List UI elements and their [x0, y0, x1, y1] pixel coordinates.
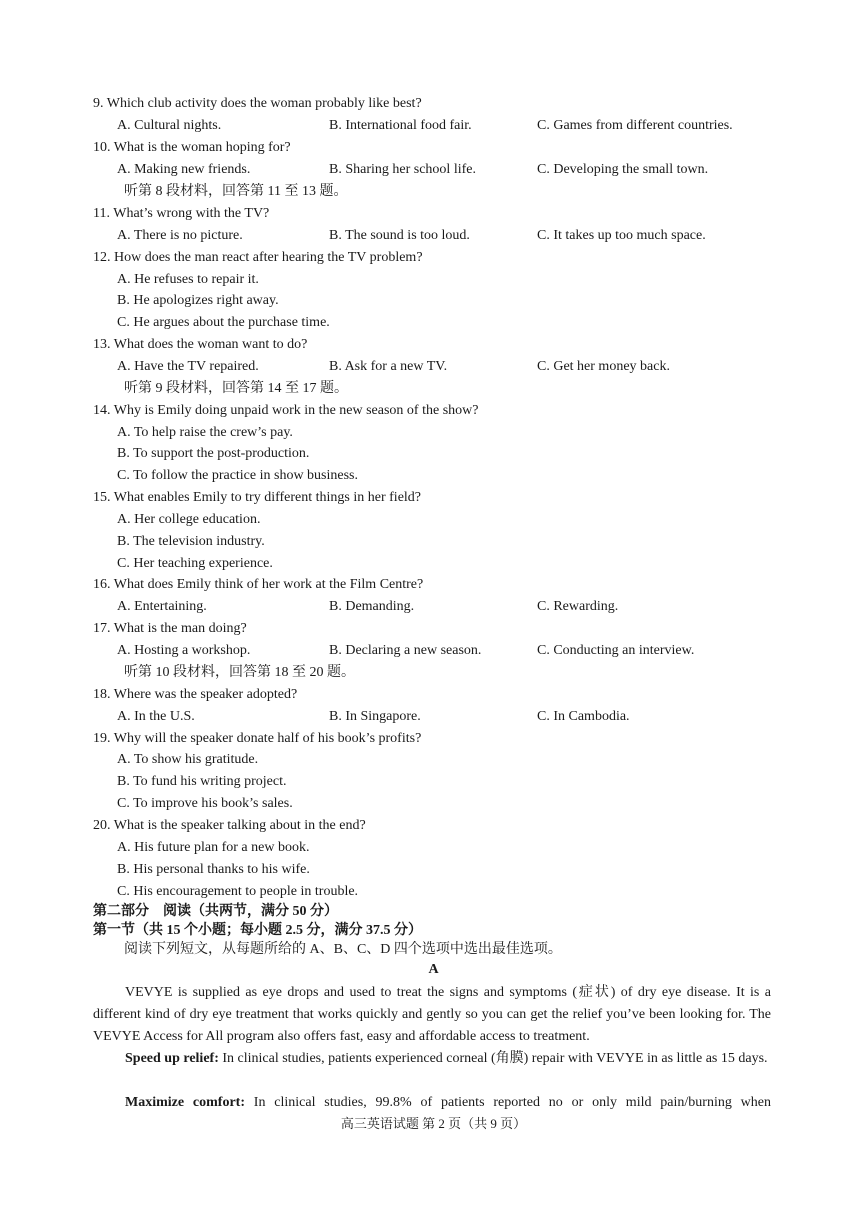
question-9-option-b: B. International food fair.: [329, 118, 472, 133]
question-12-stem: 12. How does the man react after hearing the TV problem?: [93, 250, 423, 265]
question-12-option-c: C. He argues about the purchase time.: [117, 315, 330, 330]
question-19-option-c: C. To improve his book’s sales.: [117, 796, 293, 811]
section-instruction-8: 听第 8 段材料，回答第 11 至 13 题。: [124, 184, 348, 199]
question-16-option-c: C. Rewarding.: [537, 599, 619, 614]
passage-paragraph-1: VEVYE is supplied as eye drops and used to treat the signs and symptoms (症状) of dry eye disease. It is a different kind of dry eye treatment that works quickly and gently so you can get the relief you’ve been looking for. The VEVYE Access for All program also offers fast, easy and affordable access to treatment.: [93, 985, 771, 1044]
paragraph-2-text: In clinical studies, patients experienced corneal (角膜) repair with VEVYE in as little as 15 days.: [218, 1051, 768, 1066]
question-12-option-b: B. He apologizes right away.: [117, 293, 279, 308]
question-17-stem: 17. What is the man doing?: [93, 621, 247, 636]
question-14-option-c: C. To follow the practice in show business.: [117, 468, 359, 483]
question-15-option-c: C. Her teaching experience.: [117, 556, 273, 571]
question-20-option-c: C. His encouragement to people in trouble.: [117, 884, 359, 899]
paragraph-3-label: Maximize comfort:: [125, 1095, 245, 1110]
question-13-option-a: A. Have the TV repaired.: [117, 359, 259, 374]
paragraph-3-text: In clinical studies, 99.8% of patients reported no or only mild pain/burning when: [244, 1095, 771, 1110]
question-11-option-c: C. It takes up too much space.: [537, 228, 706, 243]
question-19-option-a: A. To show his gratitude.: [117, 752, 259, 767]
question-11-option-a: A. There is no picture.: [117, 228, 243, 243]
question-14-option-b: B. To support the post-production.: [117, 446, 310, 461]
question-14-stem: 14. Why is Emily doing unpaid work in the new season of the show?: [93, 403, 479, 418]
question-10-option-b: B. Sharing her school life.: [329, 162, 476, 177]
question-13-option-b: B. Ask for a new TV.: [329, 359, 448, 374]
question-9-option-c: C. Games from different countries.: [537, 118, 733, 133]
question-11-stem: 11. What’s wrong with the TV?: [93, 206, 270, 221]
question-20-stem: 20. What is the speaker talking about in the end?: [93, 818, 366, 833]
paragraph-2-label: Speed up relief:: [125, 1051, 219, 1066]
passage-paragraph-2: [93, 1048, 771, 1070]
question-16-option-b: B. Demanding.: [329, 599, 415, 614]
question-9-stem: 9. Which club activity does the woman probably like best?: [93, 96, 422, 111]
question-10-stem: 10. What is the woman hoping for?: [93, 140, 291, 155]
question-10-option-c: C. Developing the small town.: [537, 162, 709, 177]
question-15-option-a: A. Her college education.: [117, 512, 261, 527]
question-16-option-a: A. Entertaining.: [117, 599, 207, 614]
reading-instruction: 阅读下列短文，从每题所给的 A、B、C、D 四个选项中选出最佳选项。: [124, 942, 562, 957]
question-19-stem: 19. Why will the speaker donate half of his book’s profits?: [93, 731, 422, 746]
question-14-option-a: A. To help raise the crew’s pay.: [117, 425, 293, 440]
question-10-option-a: A. Making new friends.: [117, 162, 251, 177]
question-15-stem: 15. What enables Emily to try different things in her field?: [93, 490, 422, 505]
question-18-option-b: B. In Singapore.: [329, 709, 421, 724]
section1-heading: 第一节（共 15 个小题；每小题 2.5 分，满分 37.5 分）: [93, 923, 422, 938]
question-17-option-a: A. Hosting a workshop.: [117, 643, 251, 658]
question-12-option-a: A. He refuses to repair it.: [117, 272, 259, 287]
page-footer: 高三英语试题 第 2 页（共 9 页）: [340, 1116, 527, 1131]
question-15-option-b: B. The television industry.: [117, 534, 265, 549]
section-instruction-9: 听第 9 段材料，回答第 14 至 17 题。: [124, 381, 348, 396]
question-9-option-a: A. Cultural nights.: [117, 118, 222, 133]
question-13-stem: 13. What does the woman want to do?: [93, 337, 308, 352]
question-13-option-c: C. Get her money back.: [537, 359, 670, 374]
question-17-option-c: C. Conducting an interview.: [537, 643, 695, 658]
question-20-option-b: B. His personal thanks to his wife.: [117, 862, 310, 877]
question-20-option-a: A. His future plan for a new book.: [117, 840, 310, 855]
question-16-stem: 16. What does Emily think of her work at the Film Centre?: [93, 577, 424, 592]
passage-paragraph-3: [93, 1092, 771, 1114]
question-19-option-b: B. To fund his writing project.: [117, 774, 287, 789]
passage-letter: A: [428, 962, 439, 977]
question-11-option-b: B. The sound is too loud.: [329, 228, 470, 243]
question-17-option-b: B. Declaring a new season.: [329, 643, 482, 658]
question-18-option-c: C. In Cambodia.: [537, 709, 630, 724]
question-18-stem: 18. Where was the speaker adopted?: [93, 687, 298, 702]
section-instruction-10: 听第 10 段材料，回答第 18 至 20 题。: [124, 665, 355, 680]
part2-heading: 第二部分 阅读（共两节，满分 50 分）: [93, 904, 338, 919]
question-18-option-a: A. In the U.S.: [117, 709, 195, 724]
